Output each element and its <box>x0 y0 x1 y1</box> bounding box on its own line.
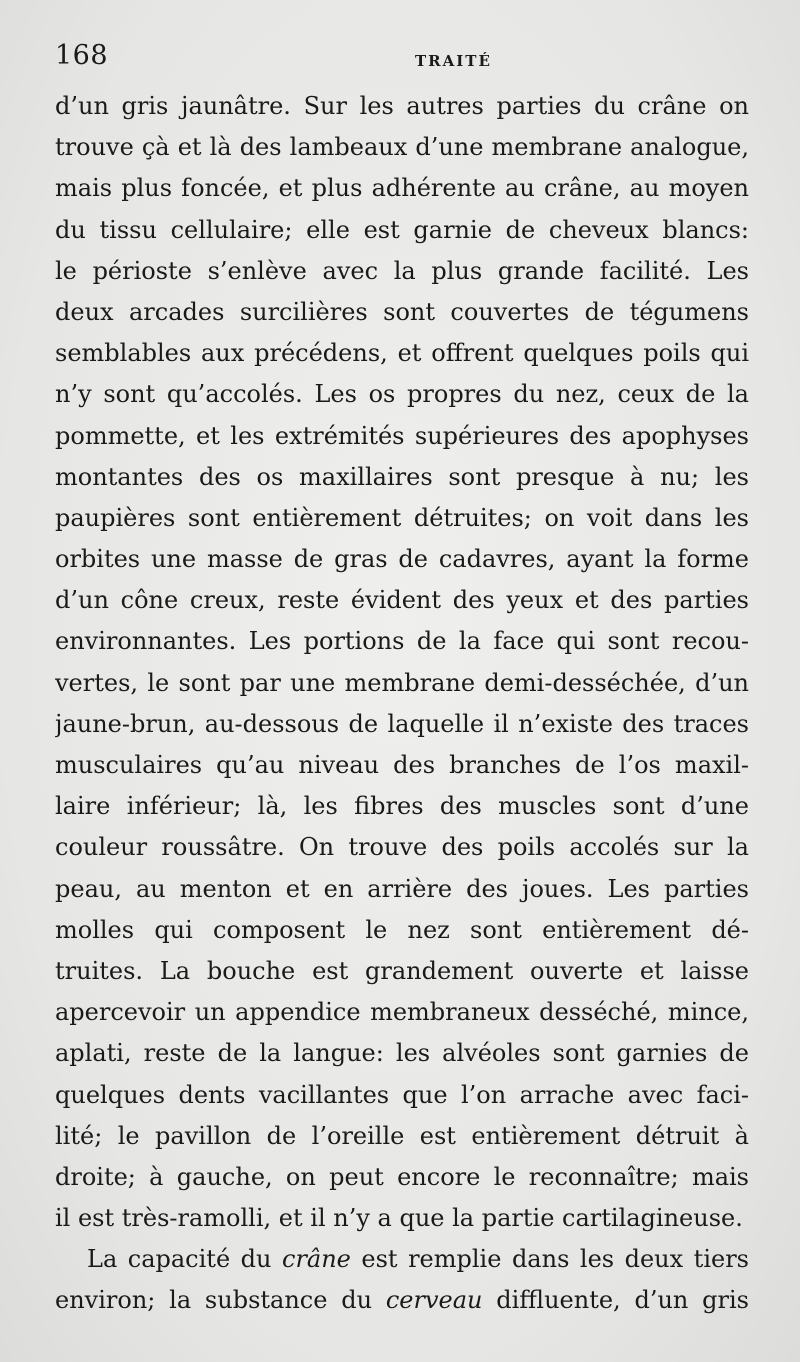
text-line: couleur roussâtre. On trouve des poils accolés sur la <box>55 833 749 862</box>
text-run: environ; la substance du <box>55 1286 386 1315</box>
body-text <box>55 86 749 1322</box>
text-line: jaune-brun, au-dessous de laquelle il n’existe des traces <box>55 709 749 738</box>
paragraph-end-line: il est très-ramolli, et il n’y a que la partie cartilagineuse. <box>55 1204 743 1233</box>
text-line: orbites une masse de gras de cadavres, ayant la forme <box>55 545 749 574</box>
text-line: musculaires qu’au niveau des branches de l’os maxil- <box>55 751 749 779</box>
text-line: le périoste s’enlève avec la plus grande facilité. Les <box>55 256 749 285</box>
text-line: vertes, le sont par une membrane demi-desséchée, d’un <box>55 668 749 697</box>
text-line: pommette, et les extrémités supérieures des apophyses <box>55 421 749 450</box>
text-line: peau, au menton et en arrière des joues. Les parties <box>55 874 749 903</box>
text-line: trouve çà et là des lambeaux d’une membrane analogue, <box>55 133 749 162</box>
text-line: laire inférieur; là, les fibres des muscles sont d’une <box>55 792 749 821</box>
text-line: du tissu cellulaire; elle est garnie de cheveux blancs: <box>55 215 749 244</box>
page-header <box>55 40 755 80</box>
text-line: droite; à gauche, on peut encore le reconnaître; mais <box>55 1162 749 1191</box>
paragraph-2-line-2 <box>55 1280 749 1321</box>
text-line: mais plus foncée, et plus adhérente au crâne, au moyen <box>55 174 749 203</box>
text-line: n’y sont qu’accolés. Les os propres du nez, ceux de la <box>55 380 749 409</box>
text-line: semblables aux précédens, et offrent quelques poils qui <box>55 339 749 368</box>
text-line: quelques dents vacillantes que l’on arrache avec faci- <box>55 1080 749 1109</box>
text-line: deux arcades surcilières sont couvertes de tégumens <box>55 297 749 326</box>
text-line: d’un cône creux, reste évident des yeux et des parties <box>55 586 749 615</box>
running-head: TRAITÉ <box>415 52 492 70</box>
text-line: montantes des os maxillaires sont presque à nu; les <box>55 462 749 491</box>
text-line: aplati, reste de la langue: les alvéoles sont garnies de <box>55 1039 749 1068</box>
text-line: truites. La bouche est grandement ouverte et laisse <box>55 956 749 985</box>
italic-term-cerveau: cerveau <box>385 1286 483 1315</box>
text-line: lité; le pavillon de l’oreille est entièrement détruit à <box>55 1121 749 1150</box>
text-line: d’un gris jaunâtre. Sur les autres parties du crâne on <box>55 92 749 120</box>
page-number: 168 <box>55 40 109 71</box>
paragraph-2-line-1 <box>55 1239 749 1280</box>
text-line: paupières sont entièrement détruites; on voit dans les <box>55 503 749 532</box>
italic-term-crane: crâne <box>282 1245 351 1274</box>
text-line: environnantes. Les portions de la face qui sont recou- <box>55 627 749 656</box>
text-run: La capacité du <box>87 1245 282 1274</box>
text-run: est remplie dans les deux tiers <box>350 1245 749 1274</box>
text-line: apercevoir un appendice membraneux desséché, mince, <box>55 998 749 1027</box>
text-line: molles qui composent le nez sont entièrement dé- <box>55 915 749 944</box>
text-run: diffluente, d’un gris <box>482 1286 749 1315</box>
